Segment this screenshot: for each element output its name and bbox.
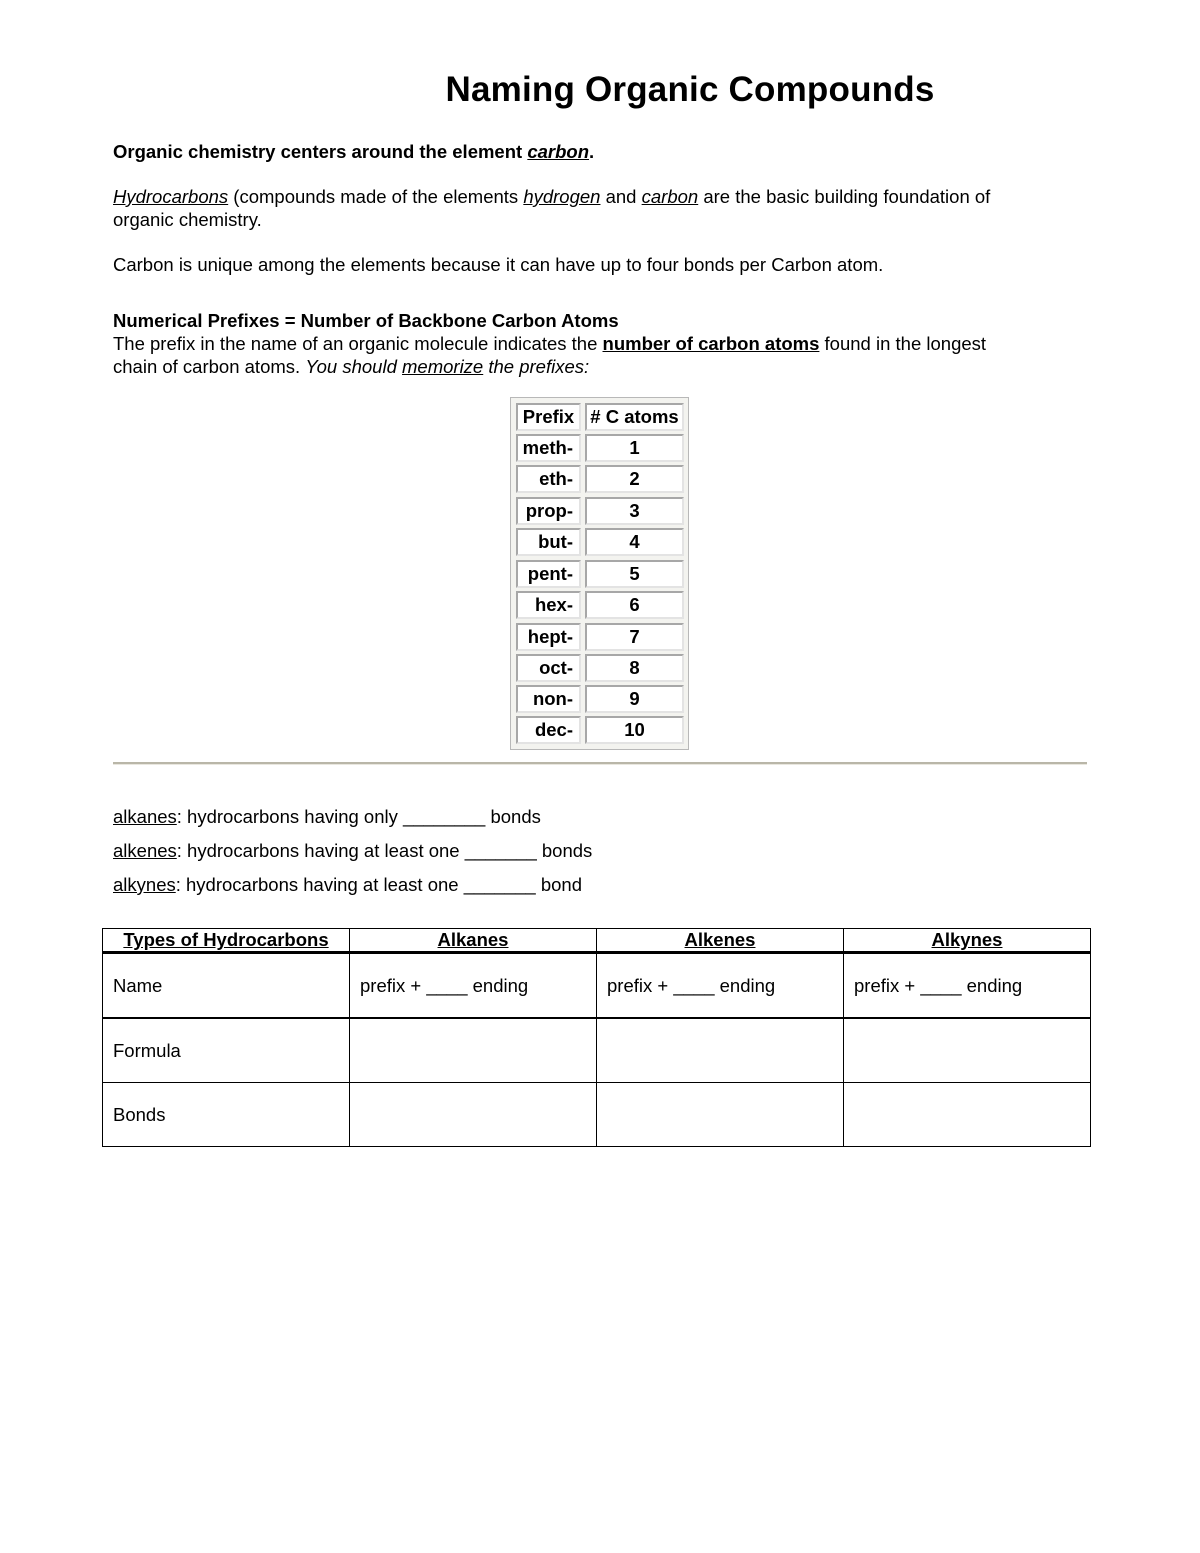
formula-alkanes-cell	[350, 1018, 597, 1082]
prefix-text-1: The prefix in the name of an organic molecule indicates the	[113, 333, 603, 354]
term-alkenes: alkenes	[113, 840, 177, 861]
prefix-cell: prop-	[516, 497, 581, 525]
prefix-cell: hept-	[516, 623, 581, 651]
row-label-formula: Formula	[103, 1018, 350, 1082]
prefix-cell: but-	[516, 528, 581, 556]
intro-text: Organic chemistry centers around the element	[113, 141, 528, 162]
c-atoms-cell: 1	[585, 434, 684, 462]
prefix-italic-1: You should	[305, 356, 403, 377]
hydro-line2: organic chemistry.	[113, 209, 262, 230]
bonds-alkynes-cell	[844, 1083, 1091, 1147]
bonds-alkenes-cell	[597, 1083, 844, 1147]
prefix-cell: pent-	[516, 560, 581, 588]
prefix-table	[510, 397, 689, 750]
header-alkanes-label: Alkanes	[437, 929, 509, 951]
intro-line	[113, 140, 594, 163]
c-atoms-cell: 5	[585, 560, 684, 588]
prefix-cell: dec-	[516, 716, 581, 744]
c-atoms-cell: 9	[585, 685, 684, 713]
prefix-cell: hex-	[516, 591, 581, 619]
c-atoms-cell: 8	[585, 654, 684, 682]
term-carbon-2: carbon	[641, 186, 699, 207]
definition-text: : hydrocarbons having at least one _______ bonds	[176, 840, 593, 861]
prefix-italic-2: the prefixes:	[483, 356, 590, 377]
c-atoms-cell: 6	[585, 591, 684, 619]
prefixes-heading: Numerical Prefixes = Number of Backbone Carbon Atoms	[113, 310, 619, 331]
table-row	[103, 1018, 1091, 1082]
header-alkynes	[844, 929, 1091, 953]
term-alkanes: alkanes	[113, 806, 177, 827]
horizontal-divider	[113, 762, 1087, 765]
formula-alkynes-cell	[844, 1018, 1091, 1082]
prefix-text-3: chain of carbon atoms.	[113, 356, 306, 377]
table-row	[103, 953, 1091, 1018]
name-alkanes-cell: prefix + ____ ending	[350, 953, 597, 1018]
prefix-text-emph: number of carbon atoms	[602, 333, 820, 354]
definition-alkanes	[113, 806, 541, 828]
header-alkanes	[350, 929, 597, 953]
definition-text: : hydrocarbons having only ________ bonds	[176, 806, 541, 827]
c-atoms-cell: 10	[585, 716, 684, 744]
hydro-text-a: (compounds made of the elements	[228, 186, 524, 207]
prefix-italic-memorize: memorize	[402, 356, 484, 377]
formula-alkenes-cell	[597, 1018, 844, 1082]
hydro-and: and	[600, 186, 642, 207]
definition-text: : hydrocarbons having at least one _______ bond	[175, 874, 583, 895]
prefix-header: Prefix	[516, 403, 581, 431]
term-hydrocarbons: Hydrocarbons	[113, 186, 229, 207]
c-atoms-cell: 7	[585, 623, 684, 651]
bonds-alkanes-cell	[350, 1083, 597, 1147]
table-row	[103, 1083, 1091, 1147]
term-hydrogen: hydrogen	[523, 186, 601, 207]
name-alkynes-cell: prefix + ____ ending	[844, 953, 1091, 1018]
hydrocarbons-paragraph	[113, 185, 990, 231]
intro-period: .	[589, 141, 595, 162]
header-alkenes	[597, 929, 844, 953]
hydrocarbon-types-table	[102, 928, 1091, 1147]
prefix-text-2: found in the longest	[819, 333, 987, 354]
definition-alkenes	[113, 840, 592, 862]
prefix-cell: eth-	[516, 465, 581, 493]
prefix-cell: non-	[516, 685, 581, 713]
c-atoms-cell: 4	[585, 528, 684, 556]
header-types	[103, 929, 350, 953]
table-header-row	[103, 929, 1091, 953]
prefixes-paragraph	[113, 332, 986, 378]
c-atoms-header: # C atoms	[585, 403, 684, 431]
term-carbon: carbon	[527, 141, 590, 162]
carbon-unique-text: Carbon is unique among the elements because it can have up to four bonds per Carbon atom.	[113, 254, 884, 275]
name-alkenes-cell: prefix + ____ ending	[597, 953, 844, 1018]
row-label-name: Name	[103, 953, 350, 1018]
prefix-cell: oct-	[516, 654, 581, 682]
c-atoms-cell: 2	[585, 465, 684, 493]
header-alkynes-label: Alkynes	[931, 929, 1003, 951]
term-alkynes: alkynes	[113, 874, 176, 895]
row-label-bonds: Bonds	[103, 1083, 350, 1147]
hydro-text-b: are the basic building foundation of	[698, 186, 991, 207]
prefix-cell: meth-	[516, 434, 581, 462]
c-atoms-cell: 3	[585, 497, 684, 525]
definition-alkynes	[113, 874, 582, 896]
header-types-label: Types of Hydrocarbons	[123, 929, 329, 951]
page-title: Naming Organic Compounds	[445, 70, 935, 109]
header-alkenes-label: Alkenes	[684, 929, 756, 951]
